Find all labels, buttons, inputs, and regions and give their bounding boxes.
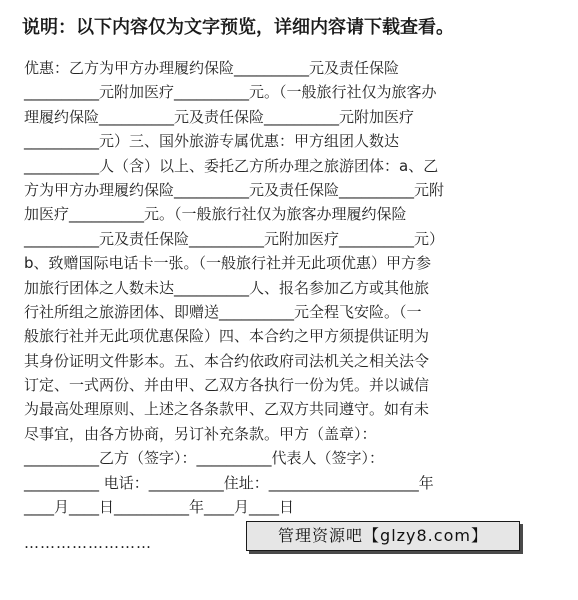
document-line: b、致赠国际电话卡一张。（一般旅行社并无此项优惠）甲方参 (24, 254, 432, 273)
document-line: 优惠：乙方为甲方办理履约保险__________元及责任保险 (24, 59, 400, 77)
document-line: __________乙方（签字）：__________代表人（签字）： (24, 449, 385, 468)
document-line: __________元及责任保险__________元附加医疗__________元） (24, 229, 445, 248)
document-line: __________人（含）以上、委托乙方所办理之旅游团体：a、乙 (24, 156, 439, 175)
document-line: 理履约保险__________元及责任保险__________元附加医疗 (24, 107, 415, 126)
document-line: 订定、一式两份、并由甲、乙双方各执行一份为凭。并以诚信 (24, 376, 430, 395)
preview-notice: 说明：以下内容仅为文字预览，详细内容请下载查看。 (22, 17, 454, 38)
document-line: 方为甲方办理履约保险__________元及责任保险__________元附 (24, 180, 445, 199)
document-line: ____月____日__________年____月____日 (24, 498, 295, 517)
document-line: 般旅行社并无此项优惠保险）四、本合约之甲方须提供证明为 (24, 327, 430, 346)
document-line: 其身份证明文件影本。五、本合约依政府司法机关之相关法令 (24, 351, 430, 370)
document-line: 为最高处理原则、上述之各条款甲、乙双方共同遵守。如有未 (24, 400, 430, 419)
document-line: __________元）三、国外旅游专属优惠：甲方组团人数达 (24, 132, 400, 151)
document-line: __________ 电话：__________住址：____________________年 (24, 473, 434, 492)
document-line: 加医疗__________元。（一般旅行社仅为旅客办理履约保险 (24, 205, 407, 224)
document-body (24, 56, 554, 519)
document-line: 加旅行团体之人数未达__________人、报名参加乙方或其他旅 (24, 278, 430, 297)
document-line: __________元附加医疗__________元。（一般旅行社仅为旅客办 (24, 83, 437, 102)
ellipsis-continuation: …………………… (24, 534, 152, 552)
document-line: 尽事宜，由各方协商，另订补充条款。甲方（盖章）： (24, 424, 377, 443)
site-watermark-link[interactable]: 管理资源吧【glzy8.com】 (246, 521, 520, 551)
document-line: 行社所组之旅游团体、即赠送__________元全程飞安险。（一 (24, 302, 422, 321)
